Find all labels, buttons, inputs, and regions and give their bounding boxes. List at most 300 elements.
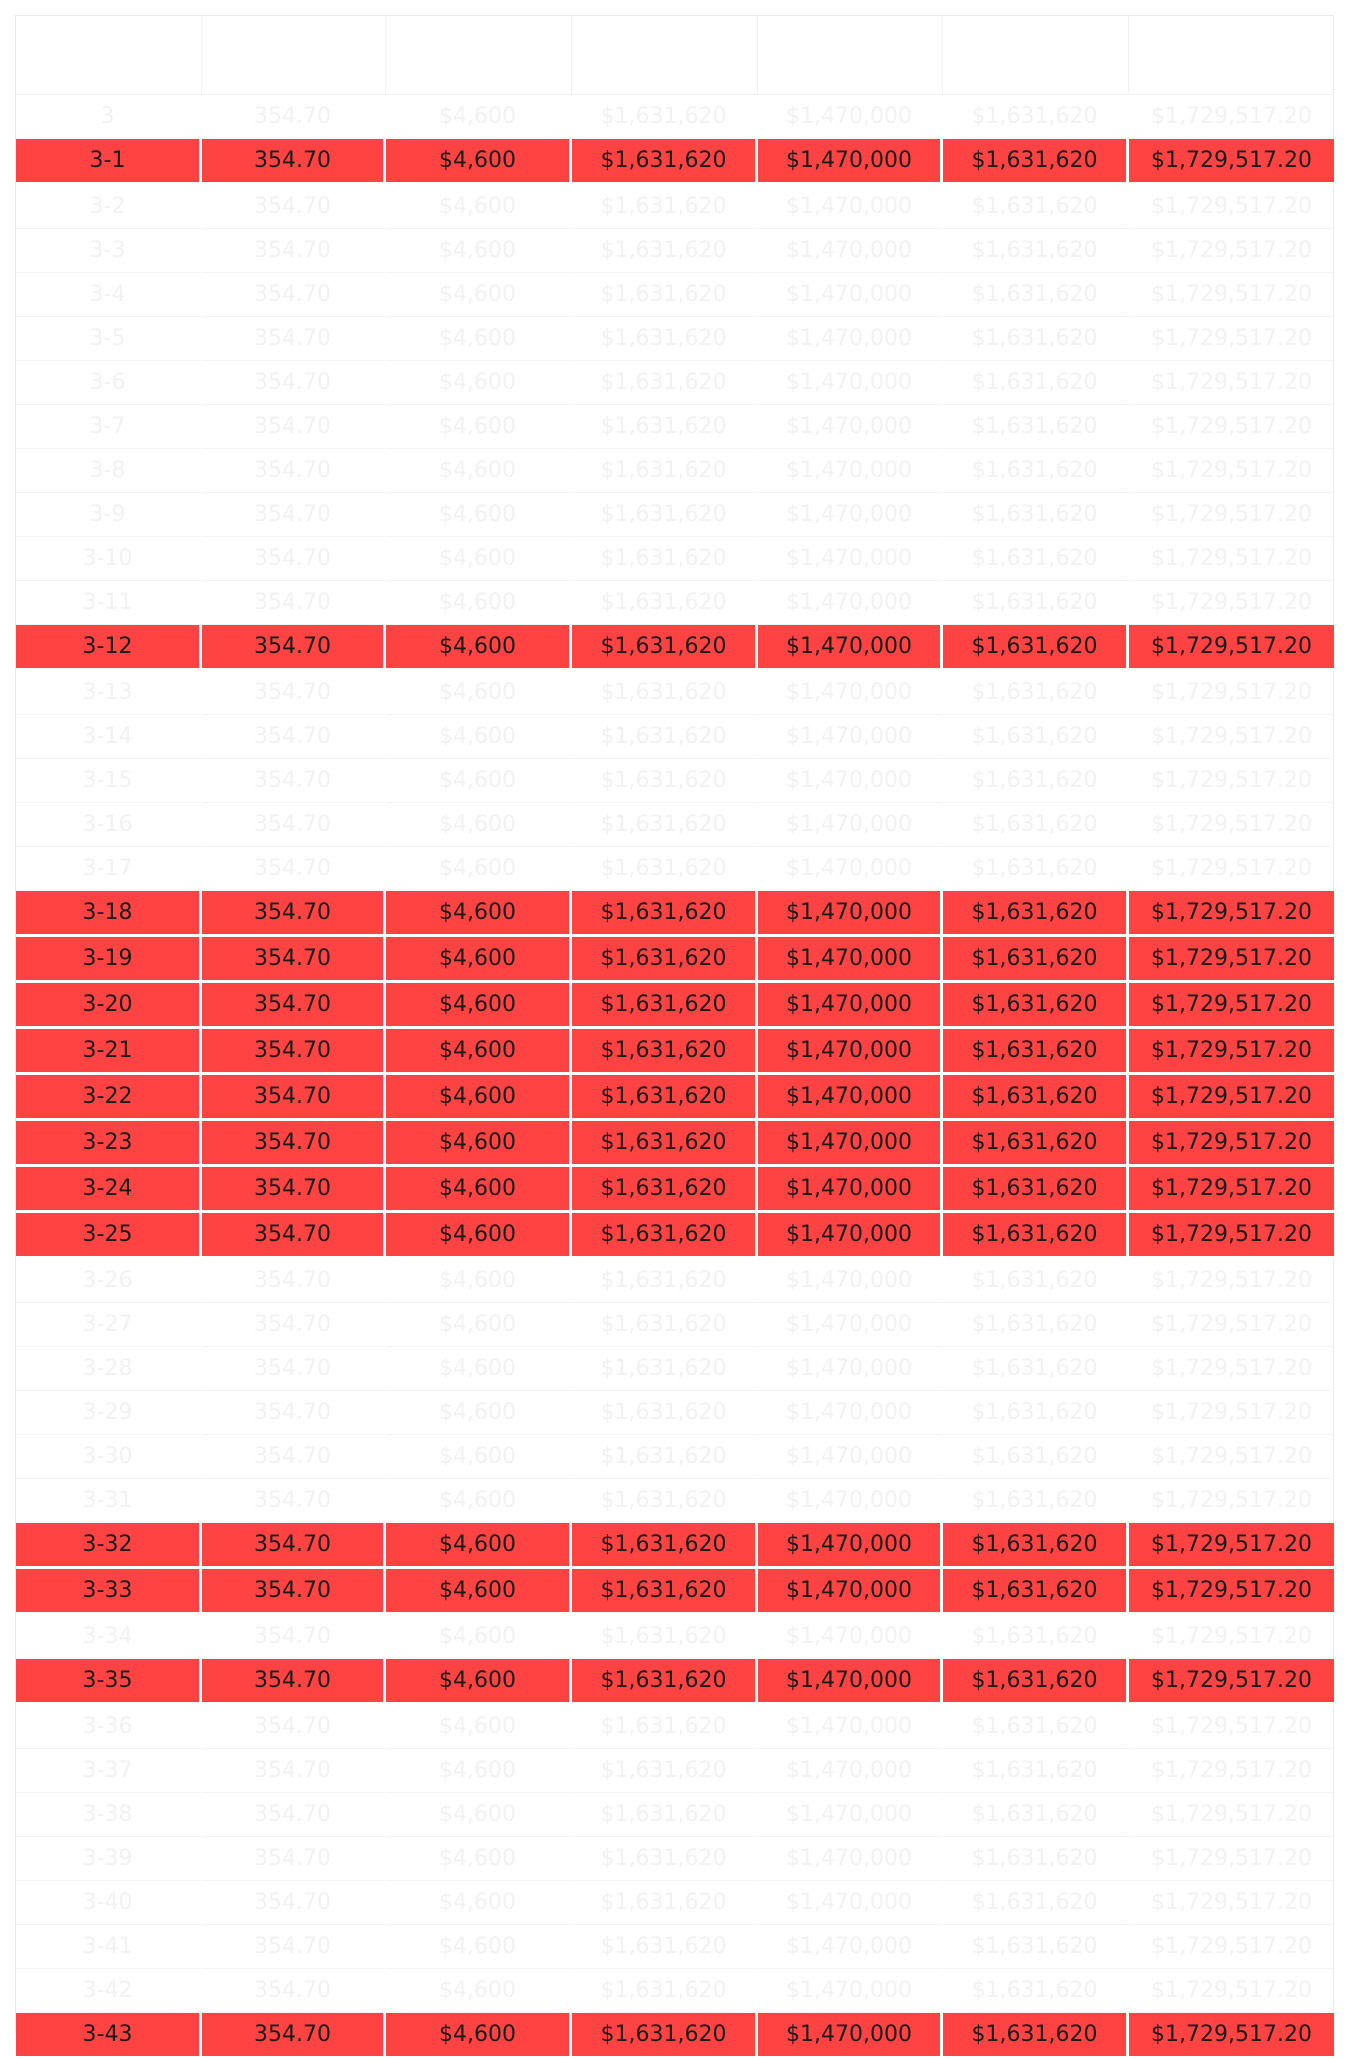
cell-price-1-value: $1,631,620 bbox=[600, 1758, 727, 1783]
cell-price-3-value: $1,631,620 bbox=[971, 1934, 1098, 1959]
table-row bbox=[16, 1705, 1334, 1749]
cell-price-m2 bbox=[386, 95, 572, 139]
cell-price-1 bbox=[572, 139, 758, 185]
table-row bbox=[16, 891, 1334, 937]
table-row bbox=[16, 1259, 1334, 1303]
cell-lot-value: 3-9 bbox=[89, 502, 126, 527]
cell-price-2-value: $1,470,000 bbox=[786, 370, 912, 395]
cell-price-3 bbox=[943, 185, 1129, 229]
table-row bbox=[16, 1925, 1334, 1969]
cell-area bbox=[202, 1435, 386, 1479]
cell-price-m2 bbox=[386, 493, 572, 537]
cell-price-4-value: $1,729,517.20 bbox=[1151, 1084, 1312, 1109]
cell-area-value: 354.70 bbox=[254, 1578, 331, 1603]
cell-price-2-value: $1,470,000 bbox=[786, 2022, 912, 2047]
cell-price-m2-value: $4,600 bbox=[439, 634, 516, 659]
cell-price-m2 bbox=[386, 1523, 572, 1569]
cell-price-4-value: $1,729,517.20 bbox=[1151, 900, 1312, 925]
cell-lot-value: 3-20 bbox=[82, 992, 133, 1017]
cell-lot bbox=[16, 759, 202, 803]
cell-price-1 bbox=[572, 581, 758, 625]
cell-lot-value: 3-18 bbox=[82, 900, 133, 925]
cell-price-m2-value: $4,600 bbox=[439, 1578, 516, 1603]
cell-lot-value: 3-43 bbox=[82, 2022, 133, 2047]
cell-lot bbox=[16, 1569, 202, 1615]
cell-area-value: 354.70 bbox=[254, 546, 331, 571]
cell-price-m2-value: $4,600 bbox=[439, 680, 516, 705]
cell-price-3-value: $1,631,620 bbox=[971, 194, 1098, 219]
cell-price-m2-value: $4,600 bbox=[439, 502, 516, 527]
cell-price-4 bbox=[1129, 759, 1334, 803]
cell-price-4-value: $1,729,517.20 bbox=[1151, 1846, 1312, 1871]
cell-area bbox=[202, 1347, 386, 1391]
cell-price-2 bbox=[758, 983, 943, 1029]
cell-price-4-value: $1,729,517.20 bbox=[1151, 1130, 1312, 1155]
cell-price-4 bbox=[1129, 1569, 1334, 1615]
table-row bbox=[16, 1391, 1334, 1435]
cell-area-value: 354.70 bbox=[254, 1890, 331, 1915]
cell-price-4-value: $1,729,517.20 bbox=[1151, 104, 1312, 129]
cell-area bbox=[202, 1479, 386, 1523]
cell-price-1-value: $1,631,620 bbox=[600, 1890, 727, 1915]
table-row bbox=[16, 803, 1334, 847]
cell-price-1-value: $1,631,620 bbox=[600, 238, 727, 263]
cell-lot bbox=[16, 493, 202, 537]
header-price-m2 bbox=[386, 16, 572, 95]
cell-price-3 bbox=[943, 1969, 1129, 2013]
cell-price-4-value: $1,729,517.20 bbox=[1151, 1488, 1312, 1513]
cell-price-1-value: $1,631,620 bbox=[600, 326, 727, 351]
table-row bbox=[16, 759, 1334, 803]
cell-price-1 bbox=[572, 1391, 758, 1435]
cell-lot bbox=[16, 1075, 202, 1121]
cell-lot-value: 3-11 bbox=[82, 590, 133, 615]
cell-lot bbox=[16, 405, 202, 449]
cell-price-m2-value: $4,600 bbox=[439, 856, 516, 881]
cell-price-2 bbox=[758, 229, 943, 273]
cell-price-2-value: $1,470,000 bbox=[786, 1444, 912, 1469]
cell-price-m2 bbox=[386, 449, 572, 493]
cell-price-3 bbox=[943, 1793, 1129, 1837]
cell-price-4 bbox=[1129, 185, 1334, 229]
cell-price-1-value: $1,631,620 bbox=[600, 148, 727, 173]
cell-price-3 bbox=[943, 983, 1129, 1029]
cell-lot-value: 3-35 bbox=[82, 1668, 133, 1693]
cell-price-3 bbox=[943, 759, 1129, 803]
cell-price-3-value: $1,631,620 bbox=[971, 1532, 1098, 1557]
table-row bbox=[16, 581, 1334, 625]
cell-price-4-value: $1,729,517.20 bbox=[1151, 1578, 1312, 1603]
cell-price-4-value: $1,729,517.20 bbox=[1151, 1532, 1312, 1557]
cell-area bbox=[202, 1303, 386, 1347]
cell-price-1-value: $1,631,620 bbox=[600, 724, 727, 749]
cell-price-3-value: $1,631,620 bbox=[971, 856, 1098, 881]
cell-price-3 bbox=[943, 1705, 1129, 1749]
cell-price-2-value: $1,470,000 bbox=[786, 1084, 912, 1109]
cell-lot-value: 3-26 bbox=[82, 1268, 133, 1293]
cell-area bbox=[202, 185, 386, 229]
cell-price-2-value: $1,470,000 bbox=[786, 1714, 912, 1739]
cell-price-2-value: $1,470,000 bbox=[786, 1312, 912, 1337]
cell-price-m2-value: $4,600 bbox=[439, 812, 516, 837]
cell-lot bbox=[16, 983, 202, 1029]
cell-price-m2-value: $4,600 bbox=[439, 992, 516, 1017]
cell-price-m2 bbox=[386, 1213, 572, 1259]
cell-price-1 bbox=[572, 1615, 758, 1659]
cell-price-m2-value: $4,600 bbox=[439, 1532, 516, 1557]
cell-area bbox=[202, 139, 386, 185]
cell-area-value: 354.70 bbox=[254, 1222, 331, 1247]
cell-price-3-value: $1,631,620 bbox=[971, 1084, 1098, 1109]
cell-price-4 bbox=[1129, 1881, 1334, 1925]
cell-price-3-value: $1,631,620 bbox=[971, 1890, 1098, 1915]
table-row bbox=[16, 1347, 1334, 1391]
cell-price-m2 bbox=[386, 2013, 572, 2059]
cell-price-1-value: $1,631,620 bbox=[600, 1400, 727, 1425]
cell-price-2-value: $1,470,000 bbox=[786, 1934, 912, 1959]
cell-price-m2-value: $4,600 bbox=[439, 1668, 516, 1693]
cell-price-m2 bbox=[386, 581, 572, 625]
cell-lot-value: 3-40 bbox=[82, 1890, 133, 1915]
cell-price-2 bbox=[758, 1837, 943, 1881]
cell-lot bbox=[16, 229, 202, 273]
cell-price-m2-value: $4,600 bbox=[439, 900, 516, 925]
cell-price-3-value: $1,631,620 bbox=[971, 1668, 1098, 1693]
cell-area bbox=[202, 493, 386, 537]
cell-price-m2-value: $4,600 bbox=[439, 238, 516, 263]
cell-price-3 bbox=[943, 1881, 1129, 1925]
cell-price-4 bbox=[1129, 1391, 1334, 1435]
cell-price-1 bbox=[572, 317, 758, 361]
cell-price-1 bbox=[572, 1435, 758, 1479]
cell-lot-value: 3-42 bbox=[82, 1978, 133, 2003]
cell-lot-value: 3-4 bbox=[89, 282, 126, 307]
cell-price-2 bbox=[758, 1121, 943, 1167]
cell-price-1 bbox=[572, 715, 758, 759]
cell-price-1-value: $1,631,620 bbox=[600, 1130, 727, 1155]
cell-area bbox=[202, 1569, 386, 1615]
cell-price-1 bbox=[572, 1213, 758, 1259]
cell-price-4 bbox=[1129, 983, 1334, 1029]
cell-price-m2-value: $4,600 bbox=[439, 946, 516, 971]
cell-price-m2 bbox=[386, 1029, 572, 1075]
cell-area-value: 354.70 bbox=[254, 1444, 331, 1469]
cell-area bbox=[202, 405, 386, 449]
cell-price-4-value: $1,729,517.20 bbox=[1151, 1222, 1312, 1247]
cell-price-3-value: $1,631,620 bbox=[971, 1312, 1098, 1337]
cell-price-4-value: $1,729,517.20 bbox=[1151, 1802, 1312, 1827]
cell-area-value: 354.70 bbox=[254, 1400, 331, 1425]
cell-area bbox=[202, 1167, 386, 1213]
cell-price-2-value: $1,470,000 bbox=[786, 1268, 912, 1293]
cell-area-value: 354.70 bbox=[254, 1802, 331, 1827]
cell-price-1 bbox=[572, 95, 758, 139]
cell-price-1 bbox=[572, 1029, 758, 1075]
table-row bbox=[16, 273, 1334, 317]
cell-price-2 bbox=[758, 493, 943, 537]
cell-price-2-value: $1,470,000 bbox=[786, 148, 912, 173]
cell-area bbox=[202, 1749, 386, 1793]
cell-lot-value: 3-32 bbox=[82, 1532, 133, 1557]
cell-price-4 bbox=[1129, 671, 1334, 715]
cell-area bbox=[202, 1837, 386, 1881]
cell-price-4-value: $1,729,517.20 bbox=[1151, 1714, 1312, 1739]
cell-price-3 bbox=[943, 1435, 1129, 1479]
cell-price-m2 bbox=[386, 1479, 572, 1523]
cell-price-2-value: $1,470,000 bbox=[786, 326, 912, 351]
table-row bbox=[16, 1029, 1334, 1075]
cell-area-value: 354.70 bbox=[254, 148, 331, 173]
cell-price-3 bbox=[943, 581, 1129, 625]
cell-price-3 bbox=[943, 1925, 1129, 1969]
table-row bbox=[16, 1659, 1334, 1705]
cell-price-4 bbox=[1129, 1121, 1334, 1167]
cell-price-2-value: $1,470,000 bbox=[786, 1846, 912, 1871]
cell-lot bbox=[16, 2013, 202, 2059]
cell-price-1 bbox=[572, 449, 758, 493]
cell-price-2-value: $1,470,000 bbox=[786, 680, 912, 705]
cell-price-m2 bbox=[386, 1121, 572, 1167]
cell-area-value: 354.70 bbox=[254, 104, 331, 129]
cell-price-1-value: $1,631,620 bbox=[600, 1668, 727, 1693]
cell-price-2-value: $1,470,000 bbox=[786, 1890, 912, 1915]
cell-price-2-value: $1,470,000 bbox=[786, 1400, 912, 1425]
cell-price-2 bbox=[758, 1925, 943, 1969]
cell-lot-value: 3-7 bbox=[89, 414, 126, 439]
cell-price-4 bbox=[1129, 95, 1334, 139]
cell-area bbox=[202, 847, 386, 891]
cell-area-value: 354.70 bbox=[254, 856, 331, 881]
cell-price-3-value: $1,631,620 bbox=[971, 148, 1098, 173]
cell-price-1-value: $1,631,620 bbox=[600, 1714, 727, 1739]
cell-price-m2-value: $4,600 bbox=[439, 768, 516, 793]
cell-price-2 bbox=[758, 1881, 943, 1925]
cell-price-4-value: $1,729,517.20 bbox=[1151, 414, 1312, 439]
cell-lot-value: 3-38 bbox=[82, 1802, 133, 1827]
cell-lot bbox=[16, 449, 202, 493]
cell-price-3 bbox=[943, 361, 1129, 405]
cell-price-4 bbox=[1129, 847, 1334, 891]
cell-price-3 bbox=[943, 139, 1129, 185]
cell-lot bbox=[16, 1479, 202, 1523]
cell-lot-value: 3-29 bbox=[82, 1400, 133, 1425]
cell-price-m2 bbox=[386, 1749, 572, 1793]
cell-price-4-value: $1,729,517.20 bbox=[1151, 1978, 1312, 2003]
cell-price-4 bbox=[1129, 2013, 1334, 2059]
cell-price-3-value: $1,631,620 bbox=[971, 1488, 1098, 1513]
cell-price-2-value: $1,470,000 bbox=[786, 1532, 912, 1557]
cell-lot-value: 3-36 bbox=[82, 1714, 133, 1739]
cell-area-value: 354.70 bbox=[254, 1668, 331, 1693]
cell-area-value: 354.70 bbox=[254, 1488, 331, 1513]
cell-price-4 bbox=[1129, 715, 1334, 759]
cell-price-3 bbox=[943, 625, 1129, 671]
cell-price-2-value: $1,470,000 bbox=[786, 1758, 912, 1783]
cell-lot bbox=[16, 273, 202, 317]
cell-price-m2-value: $4,600 bbox=[439, 1978, 516, 2003]
table-row bbox=[16, 1167, 1334, 1213]
cell-price-m2 bbox=[386, 1969, 572, 2013]
cell-price-4-value: $1,729,517.20 bbox=[1151, 812, 1312, 837]
cell-price-1-value: $1,631,620 bbox=[600, 634, 727, 659]
cell-price-4 bbox=[1129, 1925, 1334, 1969]
cell-price-m2 bbox=[386, 1435, 572, 1479]
cell-price-3 bbox=[943, 1523, 1129, 1569]
cell-price-3-value: $1,631,620 bbox=[971, 1802, 1098, 1827]
cell-lot bbox=[16, 185, 202, 229]
cell-lot-value: 3-15 bbox=[82, 768, 133, 793]
cell-price-1 bbox=[572, 1523, 758, 1569]
cell-price-m2-value: $4,600 bbox=[439, 1802, 516, 1827]
cell-lot bbox=[16, 625, 202, 671]
cell-lot bbox=[16, 317, 202, 361]
cell-lot bbox=[16, 1259, 202, 1303]
cell-price-4-value: $1,729,517.20 bbox=[1151, 724, 1312, 749]
cell-price-2 bbox=[758, 581, 943, 625]
cell-price-3-value: $1,631,620 bbox=[971, 282, 1098, 307]
cell-price-4 bbox=[1129, 1479, 1334, 1523]
table-row bbox=[16, 1479, 1334, 1523]
cell-lot bbox=[16, 937, 202, 983]
cell-area bbox=[202, 449, 386, 493]
cell-price-3 bbox=[943, 317, 1129, 361]
cell-price-m2 bbox=[386, 229, 572, 273]
cell-price-m2-value: $4,600 bbox=[439, 1488, 516, 1513]
cell-price-m2 bbox=[386, 1705, 572, 1749]
cell-price-4-value: $1,729,517.20 bbox=[1151, 194, 1312, 219]
cell-price-3 bbox=[943, 1347, 1129, 1391]
cell-lot-value: 3-25 bbox=[82, 1222, 133, 1247]
cell-price-2-value: $1,470,000 bbox=[786, 634, 912, 659]
cell-price-2 bbox=[758, 317, 943, 361]
cell-price-1 bbox=[572, 1837, 758, 1881]
cell-price-3-value: $1,631,620 bbox=[971, 1130, 1098, 1155]
cell-price-m2 bbox=[386, 1615, 572, 1659]
cell-price-1 bbox=[572, 1075, 758, 1121]
cell-price-3-value: $1,631,620 bbox=[971, 1222, 1098, 1247]
header-row bbox=[16, 16, 1334, 95]
cell-price-2-value: $1,470,000 bbox=[786, 502, 912, 527]
cell-price-m2-value: $4,600 bbox=[439, 1624, 516, 1649]
cell-price-4-value: $1,729,517.20 bbox=[1151, 1758, 1312, 1783]
cell-price-4 bbox=[1129, 1705, 1334, 1749]
cell-price-m2 bbox=[386, 361, 572, 405]
cell-lot-value: 3-19 bbox=[82, 946, 133, 971]
cell-price-4-value: $1,729,517.20 bbox=[1151, 1038, 1312, 1063]
table-row bbox=[16, 1213, 1334, 1259]
cell-price-4-value: $1,729,517.20 bbox=[1151, 634, 1312, 659]
cell-price-m2-value: $4,600 bbox=[439, 1038, 516, 1063]
cell-lot-value: 3-16 bbox=[82, 812, 133, 837]
cell-lot bbox=[16, 1969, 202, 2013]
table-row bbox=[16, 1303, 1334, 1347]
cell-price-3 bbox=[943, 1749, 1129, 1793]
header-area bbox=[202, 16, 386, 95]
cell-price-4-value: $1,729,517.20 bbox=[1151, 1624, 1312, 1649]
table-row bbox=[16, 847, 1334, 891]
cell-price-2-value: $1,470,000 bbox=[786, 812, 912, 837]
cell-price-3 bbox=[943, 937, 1129, 983]
table-row bbox=[16, 1749, 1334, 1793]
cell-area bbox=[202, 537, 386, 581]
cell-price-2 bbox=[758, 1523, 943, 1569]
cell-lot bbox=[16, 1391, 202, 1435]
cell-price-2 bbox=[758, 1435, 943, 1479]
cell-price-2 bbox=[758, 625, 943, 671]
cell-area-value: 354.70 bbox=[254, 238, 331, 263]
table-row bbox=[16, 1969, 1334, 2013]
cell-price-1-value: $1,631,620 bbox=[600, 2022, 727, 2047]
cell-area bbox=[202, 273, 386, 317]
cell-lot bbox=[16, 1303, 202, 1347]
cell-area-value: 354.70 bbox=[254, 194, 331, 219]
cell-price-3 bbox=[943, 1121, 1129, 1167]
cell-price-m2 bbox=[386, 1391, 572, 1435]
cell-price-m2-value: $4,600 bbox=[439, 1846, 516, 1871]
cell-price-1 bbox=[572, 937, 758, 983]
cell-price-4 bbox=[1129, 1303, 1334, 1347]
cell-price-3-value: $1,631,620 bbox=[971, 1978, 1098, 2003]
cell-area bbox=[202, 759, 386, 803]
cell-price-4 bbox=[1129, 1029, 1334, 1075]
cell-price-4-value: $1,729,517.20 bbox=[1151, 326, 1312, 351]
cell-price-4-value: $1,729,517.20 bbox=[1151, 2022, 1312, 2047]
cell-price-3 bbox=[943, 2013, 1129, 2059]
cell-price-2 bbox=[758, 803, 943, 847]
cell-price-4 bbox=[1129, 405, 1334, 449]
cell-lot bbox=[16, 1167, 202, 1213]
cell-price-1-value: $1,631,620 bbox=[600, 194, 727, 219]
cell-price-m2-value: $4,600 bbox=[439, 1268, 516, 1293]
cell-price-3-value: $1,631,620 bbox=[971, 1714, 1098, 1739]
table-row bbox=[16, 1569, 1334, 1615]
cell-price-1 bbox=[572, 493, 758, 537]
cell-lot-value: 3-5 bbox=[89, 326, 126, 351]
cell-price-2 bbox=[758, 1075, 943, 1121]
table-row bbox=[16, 1837, 1334, 1881]
cell-area-value: 354.70 bbox=[254, 1978, 331, 2003]
cell-price-4 bbox=[1129, 1659, 1334, 1705]
cell-price-m2 bbox=[386, 537, 572, 581]
cell-price-m2 bbox=[386, 139, 572, 185]
cell-price-1 bbox=[572, 1749, 758, 1793]
cell-price-1-value: $1,631,620 bbox=[600, 1846, 727, 1871]
cell-price-3-value: $1,631,620 bbox=[971, 1624, 1098, 1649]
price-table bbox=[16, 16, 1334, 2059]
cell-price-4 bbox=[1129, 493, 1334, 537]
cell-price-3-value: $1,631,620 bbox=[971, 502, 1098, 527]
cell-price-2-value: $1,470,000 bbox=[786, 992, 912, 1017]
cell-area bbox=[202, 1121, 386, 1167]
cell-price-1-value: $1,631,620 bbox=[600, 546, 727, 571]
cell-price-2 bbox=[758, 671, 943, 715]
cell-area bbox=[202, 1925, 386, 1969]
table-row bbox=[16, 1523, 1334, 1569]
cell-price-3-value: $1,631,620 bbox=[971, 1038, 1098, 1063]
cell-price-3-value: $1,631,620 bbox=[971, 1176, 1098, 1201]
cell-lot-value: 3-3 bbox=[89, 238, 126, 263]
cell-price-1 bbox=[572, 847, 758, 891]
table-row bbox=[16, 983, 1334, 1029]
cell-area-value: 354.70 bbox=[254, 1038, 331, 1063]
cell-price-2-value: $1,470,000 bbox=[786, 1356, 912, 1381]
cell-price-1-value: $1,631,620 bbox=[600, 1356, 727, 1381]
cell-lot-value: 3-37 bbox=[82, 1758, 133, 1783]
cell-price-1-value: $1,631,620 bbox=[600, 1624, 727, 1649]
cell-price-3-value: $1,631,620 bbox=[971, 946, 1098, 971]
cell-price-2-value: $1,470,000 bbox=[786, 1488, 912, 1513]
cell-price-1 bbox=[572, 1925, 758, 1969]
